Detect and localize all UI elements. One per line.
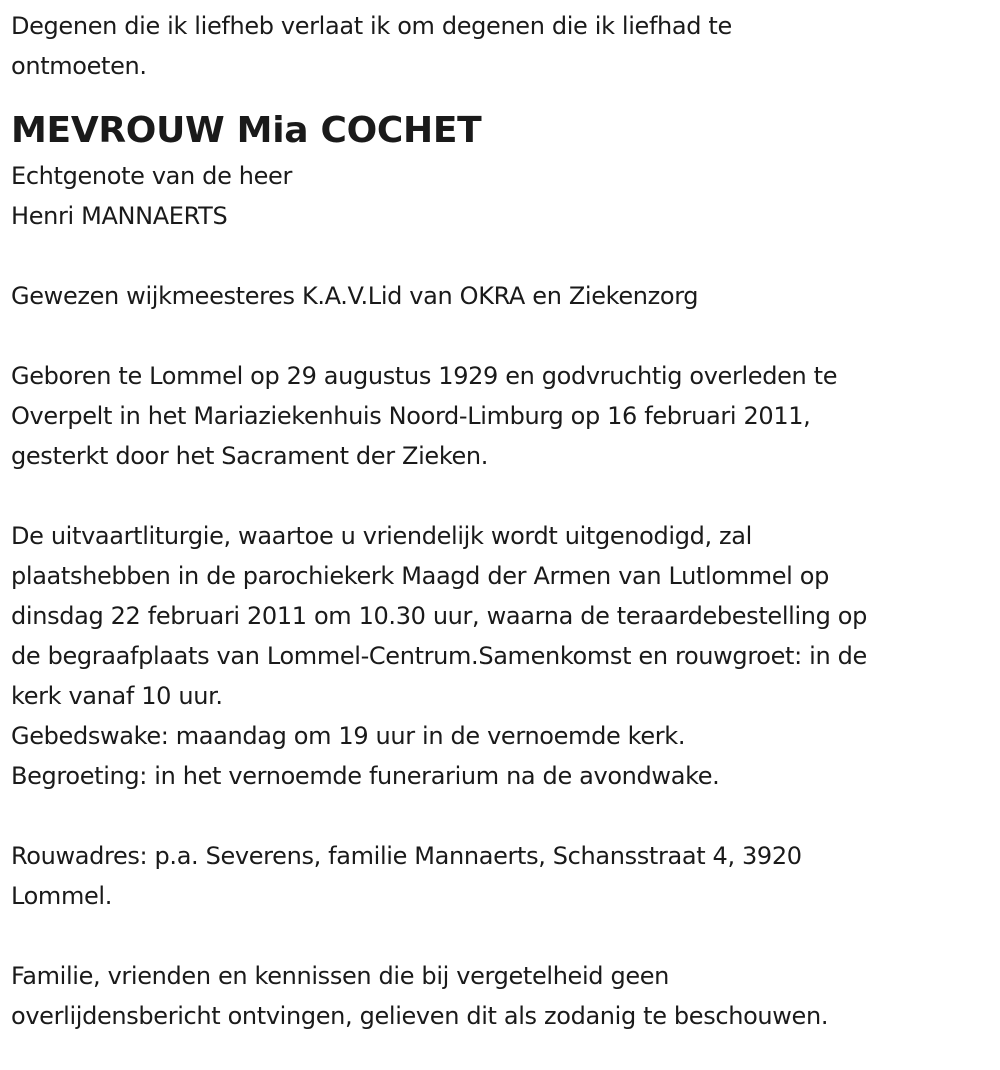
paragraph-gap bbox=[11, 916, 990, 956]
paragraph-gap bbox=[11, 316, 990, 356]
birth-death-line: Geboren te Lommel op 29 augustus 1929 en godvruchtig overleden te bbox=[11, 362, 838, 390]
spouse-line: Henri MANNAERTS bbox=[11, 202, 228, 230]
funeral-line: plaatshebben in de parochiekerk Maagd der Armen van Lutlommel op bbox=[11, 562, 829, 590]
closing-line: Familie, vrienden en kennissen die bij vergetelheid geen bbox=[11, 962, 670, 990]
funeral-line: kerk vanaf 10 uur. bbox=[11, 682, 223, 710]
deceased-name: MEVROUW Mia COCHET bbox=[11, 110, 482, 151]
paragraph-gap bbox=[11, 236, 990, 276]
motto-quote bbox=[11, 6, 990, 86]
birth-death-paragraph bbox=[11, 356, 990, 476]
motto-line: Degenen die ik liefheb verlaat ik om degenen die ik liefhad te bbox=[11, 12, 732, 40]
funeral-line: Begroeting: in het vernoemde funerarium na de avondwake. bbox=[11, 762, 720, 790]
funeral-line: Gebedswake: maandag om 19 uur in de vernoemde kerk. bbox=[11, 722, 686, 750]
spouse-block bbox=[11, 156, 990, 236]
address-paragraph bbox=[11, 836, 990, 916]
funeral-line: de begraafplaats van Lommel-Centrum.Samenkomst en rouwgroet: in de bbox=[11, 642, 867, 670]
address-line: Lommel. bbox=[11, 882, 113, 910]
paragraph-gap bbox=[11, 476, 990, 516]
closing-line: overlijdensbericht ontvingen, gelieven dit als zodanig te beschouwen. bbox=[11, 1002, 829, 1030]
birth-death-line: Overpelt in het Mariaziekenhuis Noord-Limburg op 16 februari 2011, bbox=[11, 402, 811, 430]
funeral-line: De uitvaartliturgie, waartoe u vriendelijk wordt uitgenodigd, zal bbox=[11, 522, 752, 550]
funeral-paragraph bbox=[11, 516, 990, 796]
birth-death-line: gesterkt door het Sacrament der Zieken. bbox=[11, 442, 489, 470]
paragraph-gap bbox=[11, 796, 990, 836]
functions-paragraph bbox=[11, 276, 990, 316]
closing-paragraph bbox=[11, 956, 990, 1036]
funeral-line: dinsdag 22 februari 2011 om 10.30 uur, waarna de teraardebestelling op bbox=[11, 602, 868, 630]
address-line: Rouwadres: p.a. Severens, familie Mannaerts, Schansstraat 4, 3920 bbox=[11, 842, 802, 870]
spouse-line: Echtgenote van de heer bbox=[11, 162, 292, 190]
motto-line: ontmoeten. bbox=[11, 52, 147, 80]
functions-line: Gewezen wijkmeesteres K.A.V.Lid van OKRA en Ziekenzorg bbox=[11, 282, 699, 310]
